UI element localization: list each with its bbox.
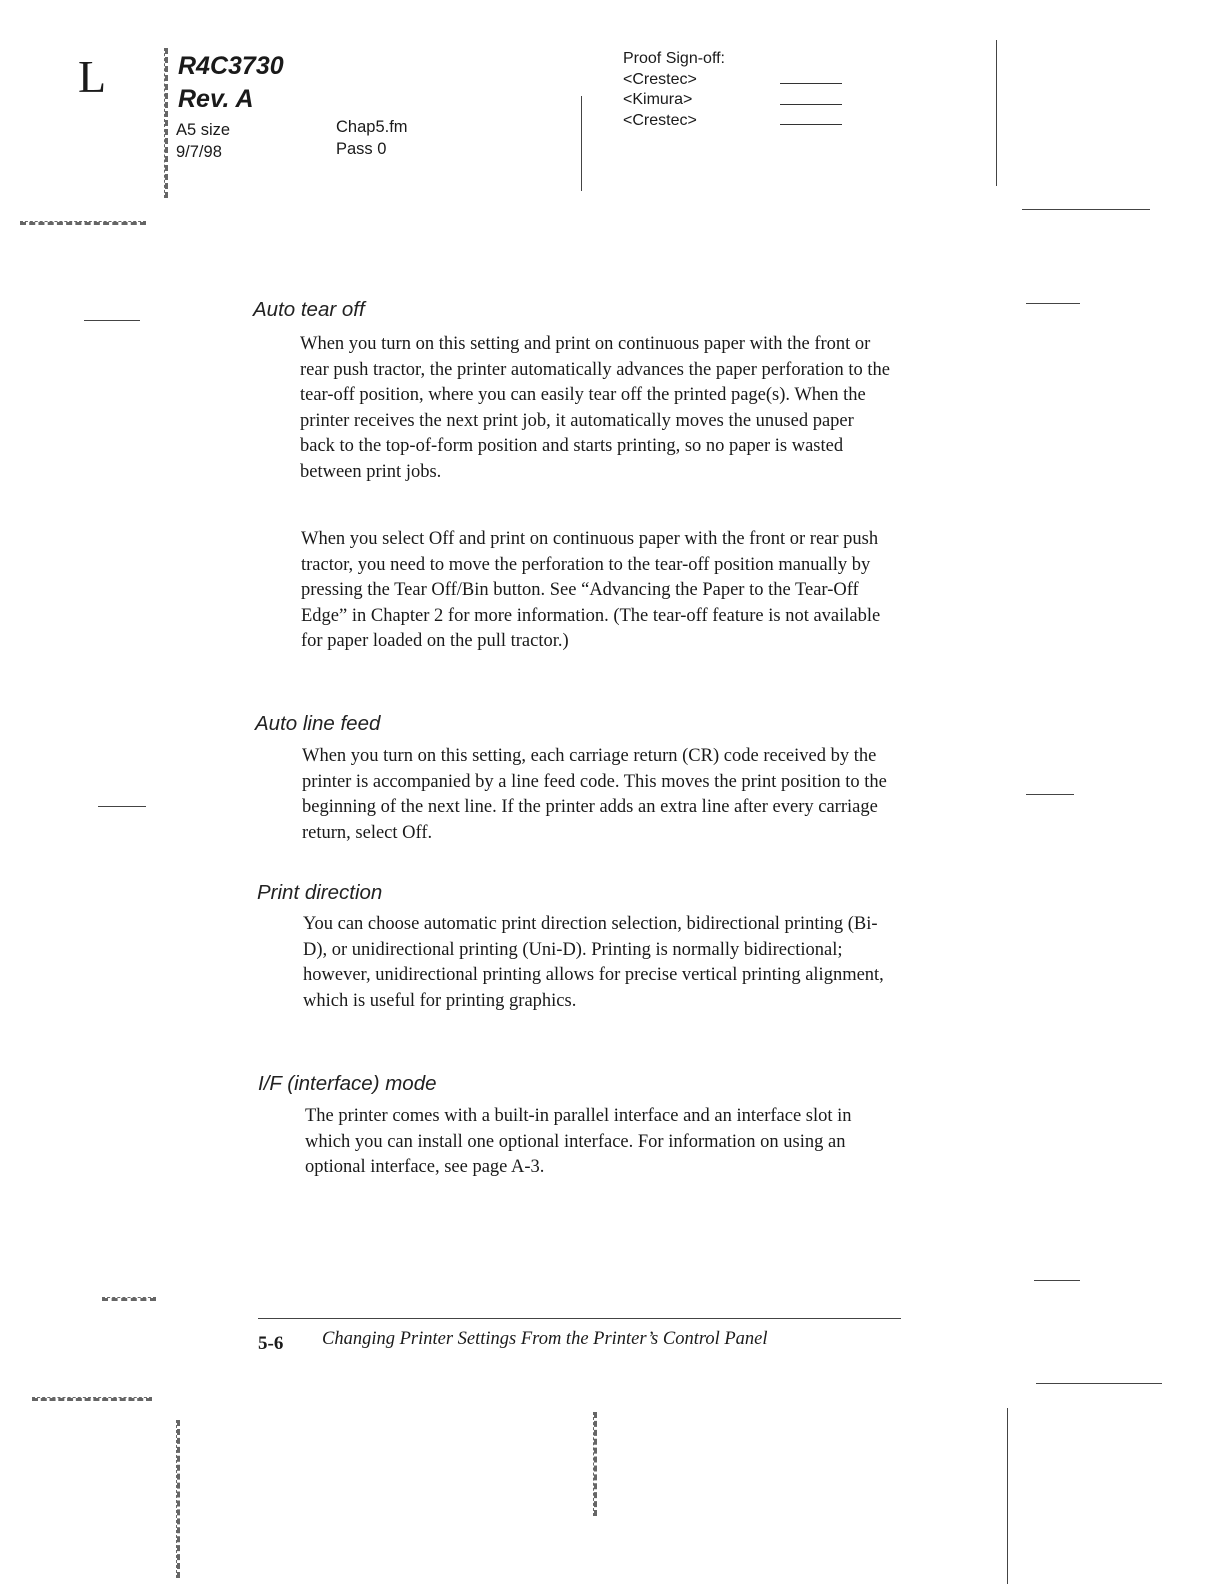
proof-name: <Crestec> xyxy=(623,111,697,129)
proof-signoff xyxy=(623,49,725,131)
corner-letter: L xyxy=(78,51,107,102)
pass-label: Pass 0 xyxy=(336,140,387,158)
footer-rule xyxy=(258,1318,901,1319)
crop-mark xyxy=(20,221,146,225)
section-heading: I/F (interface) mode xyxy=(258,1072,437,1095)
paragraph: When you turn on this setting and print on continuous paper with the front or rear push tractor, the printer automatically advances the paper perforation to the tear-off position, where you can easily tear off the printed page(s). When the printer receives the next print job, it automatically moves the unused paper back to the top-of-form position and starts printing, so no paper is wasted between print jobs. xyxy=(300,334,890,482)
section-body xyxy=(305,1104,895,1181)
revision: Rev. A xyxy=(178,85,254,113)
section-heading: Print direction xyxy=(257,881,383,904)
signature-line xyxy=(780,104,842,105)
crop-mark xyxy=(32,1397,152,1401)
crop-mark xyxy=(1007,1408,1008,1584)
section-heading: Auto line feed xyxy=(255,712,381,735)
crop-mark xyxy=(1034,1280,1080,1281)
section-body xyxy=(303,912,893,1014)
header-divider-left xyxy=(164,48,168,198)
page-number: 5-6 xyxy=(258,1333,284,1354)
header-divider-middle xyxy=(581,96,582,191)
signature-line xyxy=(780,83,842,84)
paragraph: When you turn on this setting, each carriage return (CR) code received by the printer is accompanied by a line feed code. This moves the print position to the beginning of the next line. If the printer adds an extra line after every carriage return, select Off. xyxy=(302,746,887,843)
crop-mark xyxy=(1026,303,1080,304)
date-label: 9/7/98 xyxy=(176,143,222,161)
crop-mark xyxy=(84,320,140,321)
paragraph: When you select Off and print on continuous paper with the front or rear push tractor, you need to move the perforation to the tear-off position manually by pressing the Tear Off/Bin button. See “Advancing the Paper to the Tear-Off Edge” in Chapter 2 for more information. (The tear-off feature is not available for paper loaded on the pull tractor.) xyxy=(301,529,881,652)
proof-name: <Crestec> xyxy=(623,70,697,88)
paragraph: The printer comes with a built-in parallel interface and an interface slot in which you can install one optional interface. For information on using an optional interface, see page A-3. xyxy=(305,1106,852,1178)
header-divider-right xyxy=(996,40,997,186)
crop-mark xyxy=(102,1297,156,1301)
size-label: A5 size xyxy=(176,121,231,139)
section-body xyxy=(300,332,890,486)
section-body xyxy=(301,527,891,655)
crop-mark xyxy=(98,806,146,807)
paragraph: You can choose automatic print direction selection, bidirectional printing (Bi-D), or unidirectional printing (Uni-D). Printing is normally bidirectional; however, unidirectional printing allows for precise vertical printing alignment, which is useful for printing graphics. xyxy=(303,914,884,1011)
crop-mark xyxy=(593,1412,597,1516)
chapter-title: Changing Printer Settings From the Printer’s Control Panel xyxy=(322,1329,768,1349)
signature-line xyxy=(780,124,842,125)
file-label: Chap5.fm xyxy=(336,118,408,136)
crop-mark xyxy=(1022,209,1150,210)
proof-title: Proof Sign-off: xyxy=(623,50,725,67)
doc-code: R4C3730 xyxy=(178,52,284,80)
proof-name: <Kimura> xyxy=(623,91,693,108)
crop-mark xyxy=(1026,794,1074,795)
crop-mark xyxy=(1036,1383,1162,1384)
doc-code-block xyxy=(178,50,284,116)
section-body xyxy=(302,744,892,846)
crop-mark xyxy=(176,1420,180,1578)
section-heading: Auto tear off xyxy=(253,298,365,321)
